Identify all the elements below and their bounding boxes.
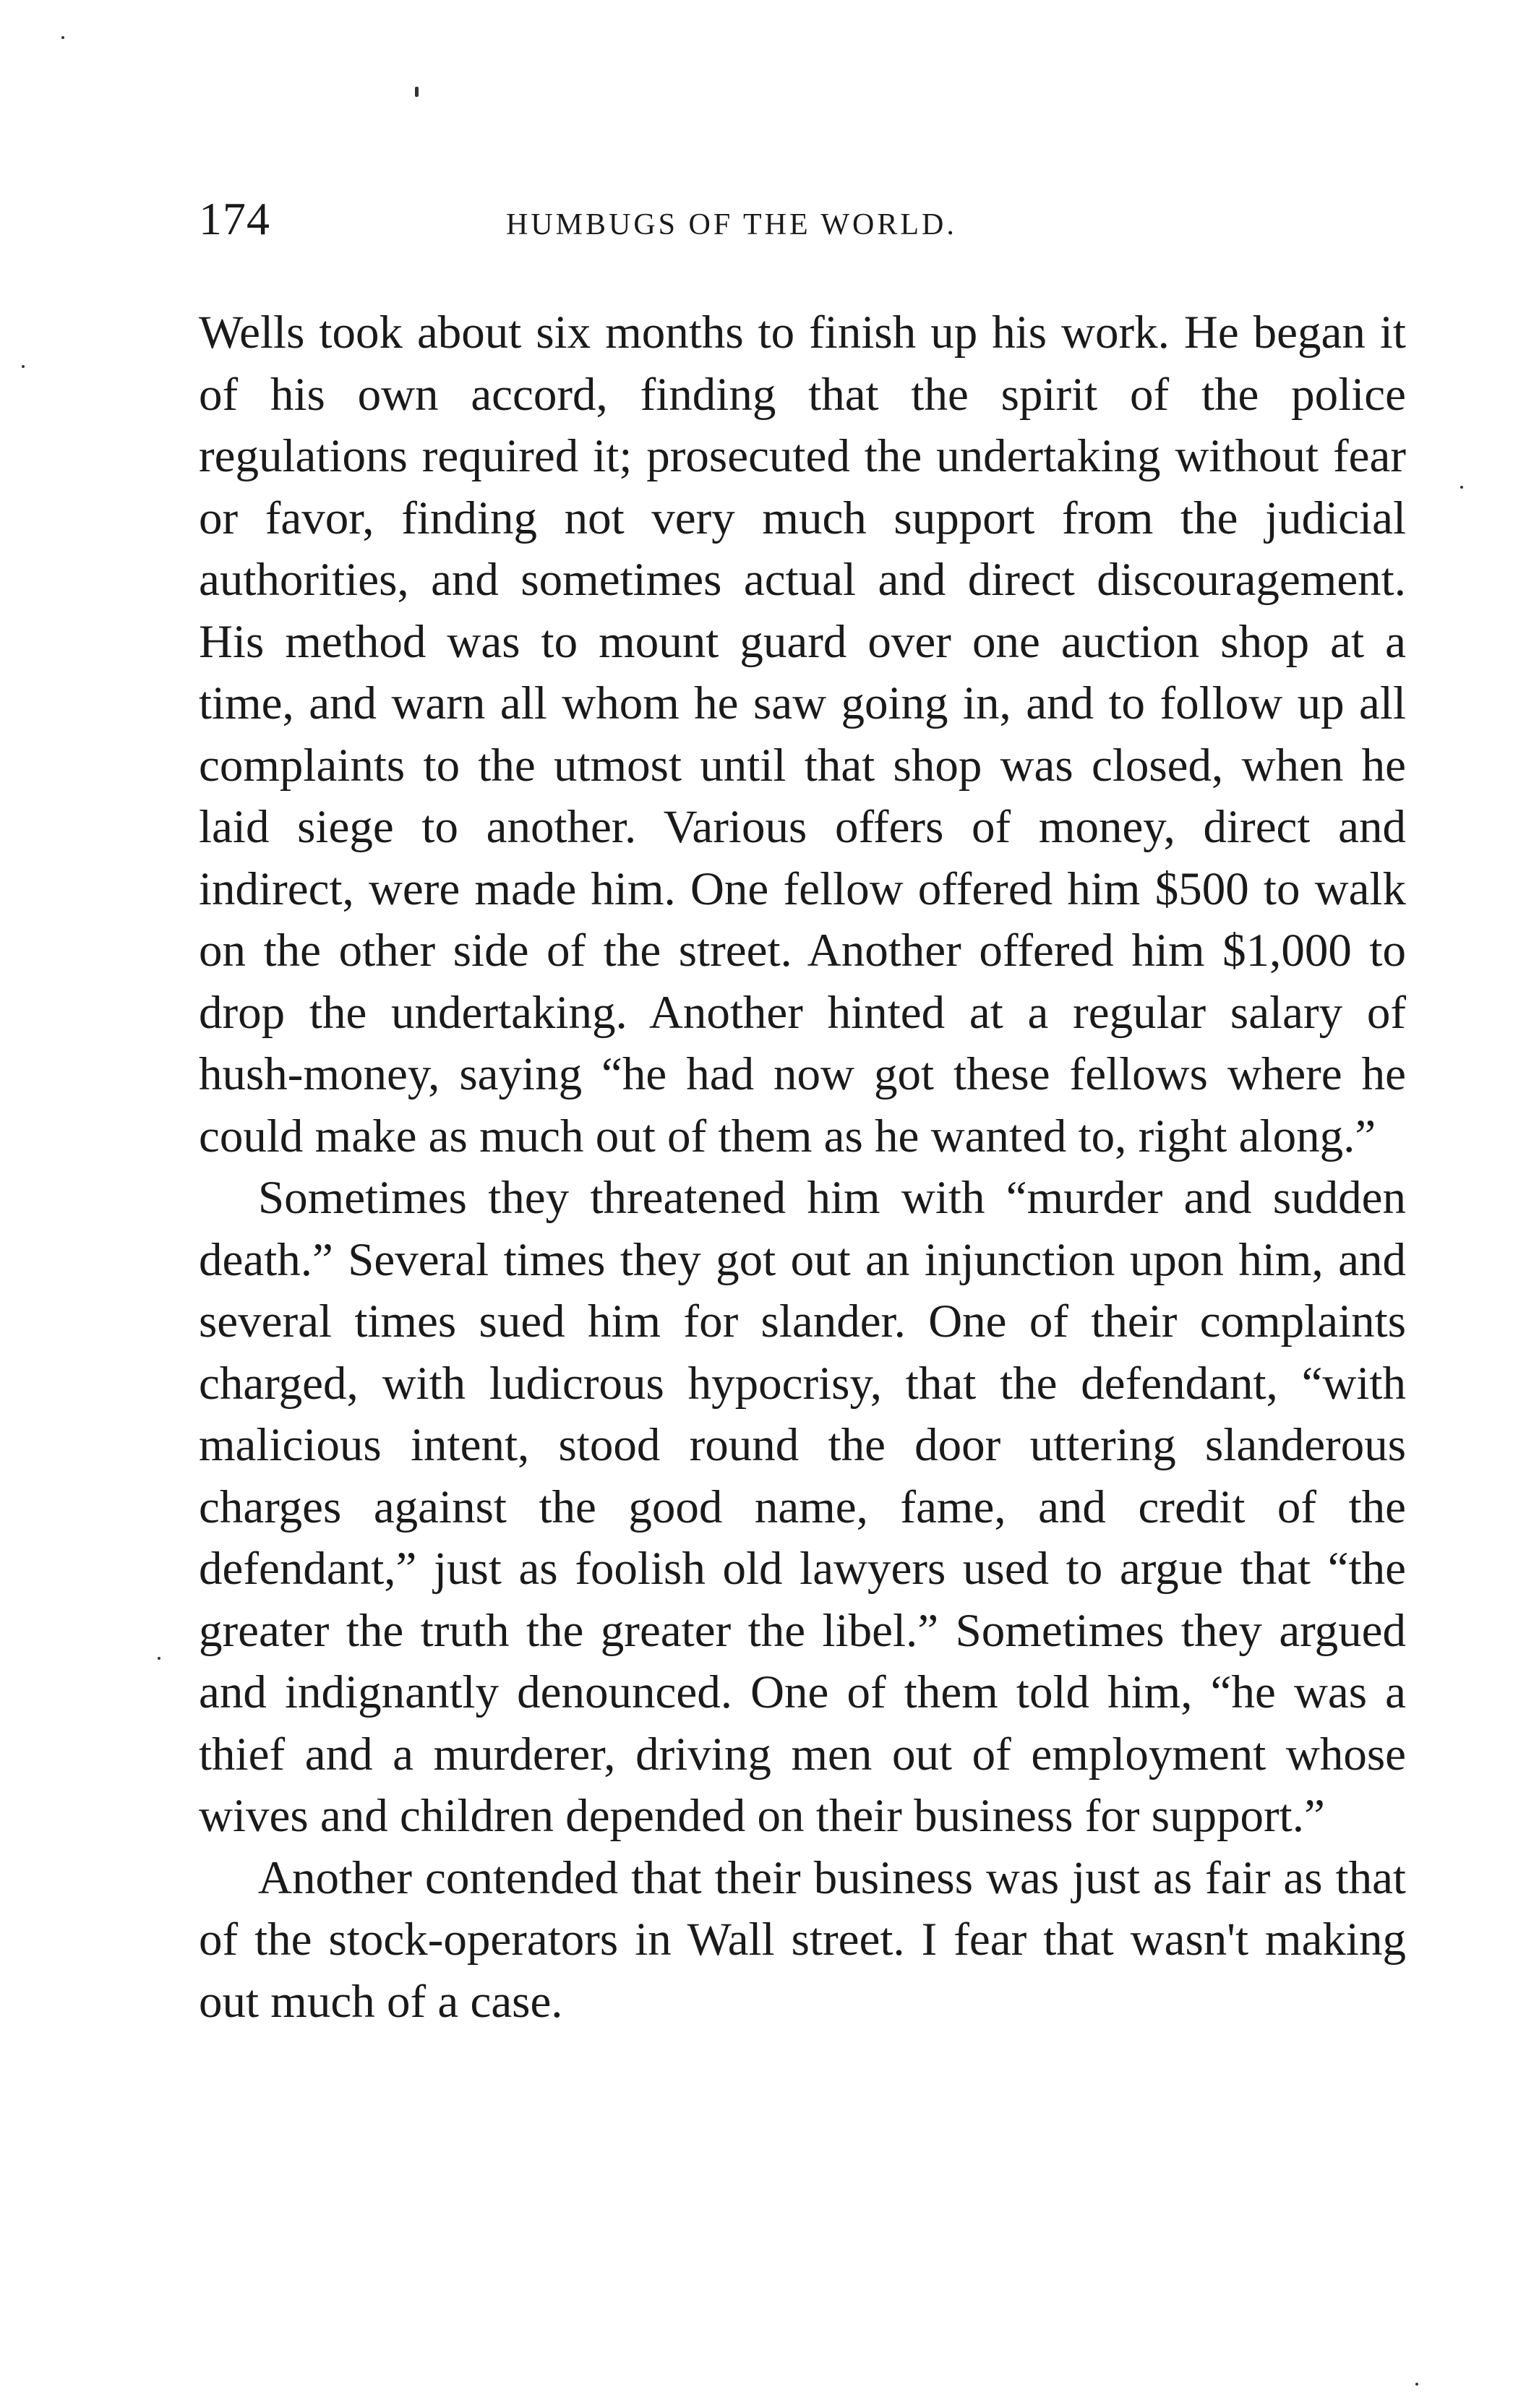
ink-speck	[61, 36, 64, 39]
page-number: 174	[199, 193, 270, 244]
ink-speck	[1415, 2383, 1418, 2386]
ink-speck	[415, 87, 419, 97]
paragraph-1: Wells took about six months to finish up his work. He began it of his own accord, finding that the spirit of the police regulations required it; prosecuted the undertaking without fear or favor, finding not very much support from the judicial authorities, and sometimes actual and direct discouragement. His method was to mount guard over one auction shop at a time, and warn all whom he saw going in, and to follow up all complaints to the utmost until that shop was closed, when he laid siege to another. Various offers of money, direct and indirect, were made him. One fellow offered him $500 to walk on the other side of the street. Another offered him $1,000 to drop the undertaking. Another hinted at a regular salary of hush-money, saying “he had now got these fellows where he could make as much out of them as he wanted to, right along.”	[199, 307, 1406, 1162]
page-header	[199, 187, 1413, 252]
ink-speck	[22, 365, 25, 368]
paragraph-3: Another contended that their business was just as fair as that of the stock-operators in Wall street. I fear that wasn't making out much of a case.	[199, 1851, 1406, 2028]
ink-speck	[1460, 486, 1463, 489]
ink-speck	[158, 1657, 160, 1660]
body-text	[199, 302, 1406, 2033]
running-title: HUMBUGS OF THE WORLD.	[506, 208, 957, 241]
paragraph-2: Sometimes they threatened him with “murder and sudden death.” Several times they got out an injunction upon him, and several times sued him for slander. One of their complaints charged, with ludicrous hypocrisy, that the defendant, “with malicious intent, stood round the door uttering slanderous charges against the good name, fame, and credit of the defendant,” just as foolish old lawyers used to argue that “the greater the truth the greater the libel.” Sometimes they argued and indignantly denounced. One of them told him, “he was a thief and a murderer, driving men out of employment whose wives and children depended on their business for support.”	[199, 1172, 1406, 1842]
